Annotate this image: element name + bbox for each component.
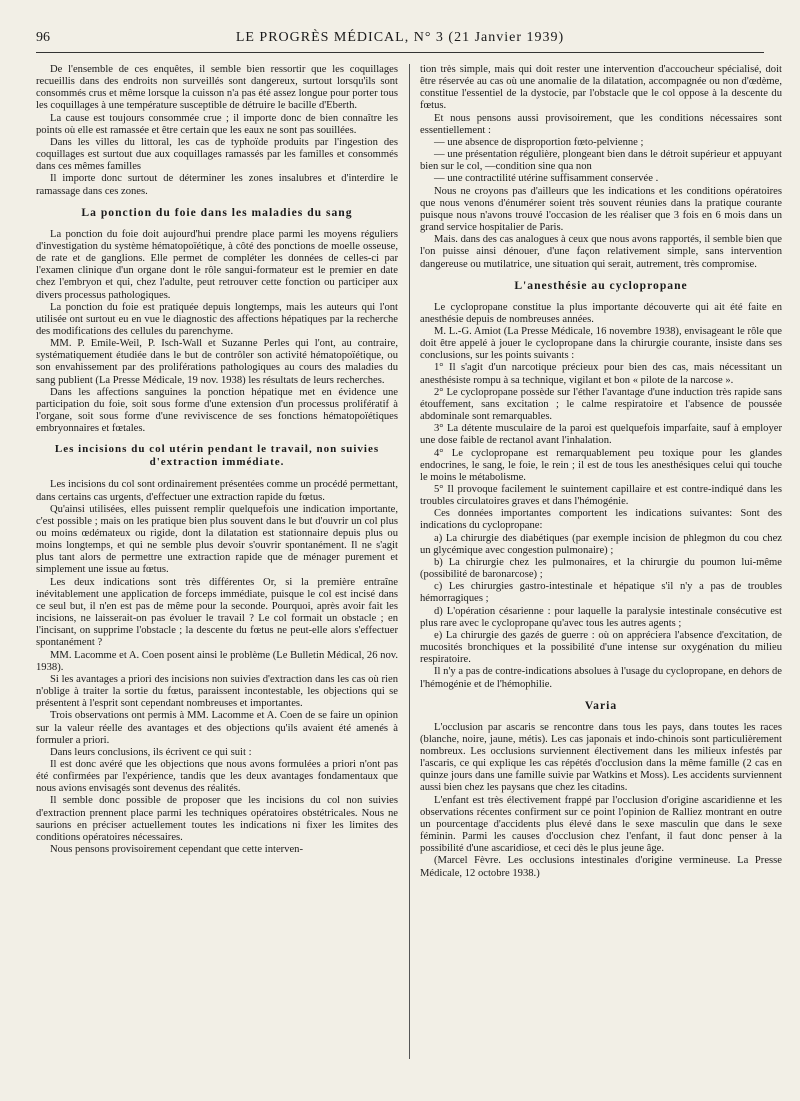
list-item: 5° Il provoque facilement le suintement capillaire et est contre-indiqué dans les troubles circulatoires graves et dans l'hémogénie. [420,484,782,508]
paragraph: Et nous pensons aussi provisoirement, que les conditions nécessaires sont essentiellement : [420,112,782,136]
paragraph: Les deux indications sont très différentes Or, si la première entraîne inévitablement une application de forceps immédiate, puisque le col est incisé dans ce seul but, il n'en est pas de même pour la seconde. Pourquoi, après avoir fait les incisions, ne laisserait-on pas évoluer le travail ? Le col formait un obstacle ; en l'incisant, on supprime l'obstacle ; la descente du fœtus ne peut-elle alors s'effectuer spontanément ? [36,576,398,649]
paragraph: L'occlusion par ascaris se rencontre dans tous les pays, dans toutes les races (blanche, noire, jaune, métis). Les cas japonais et indo-chinois sont particulièrement nombreux. Les occlusions surviennent électivement dans les milieux infestés par l'ascaris, ce qui explique les cas répétés d'occlusion dans la même famille (2 cas en quinze jours dans une famille suivie par Watkins et Moss). Les accidents surviennent aussi bien chez les paysans que chez les citadins. [420,721,782,794]
list-item: c) Les chirurgies gastro-intestinale et hépatique s'il n'y a pas de troubles hémorragiques ; [420,581,782,605]
left-column [36,64,398,1094]
list-item: 4° Le cyclopropane est remarquablement peu toxique pour les glandes endocrines, le sang, le foie, le rein ; il est de tous les anesthésiques celui qui touche le moins le métabolisme. [420,447,782,483]
paragraph: Ces données importantes comportent les indications suivantes: Sont des indications du cyclopropane: [420,508,782,532]
paragraph: Dans les affections sanguines la ponction hépatique met en évidence une participation du foie, soit sous forme d'une extension d'un processus prolifératif à l'organe, soit sous forme d'une reviviscence de ses fonctions hématopoïétiques embryonnaires et fœtales. [36,386,398,435]
journal-title: LE PROGRÈS MÉDICAL, N° 3 (21 Janvier 1939) [235,30,565,45]
paragraph: M. L.-G. Amiot (La Presse Médicale, 16 novembre 1938), envisageant le rôle que doit être appelé à jouer le cyclopropane dans la chirurgie courante, insiste dans ses conclusions, sur les points suivants : [420,325,782,362]
list-item: 1° Il s'agit d'un narcotique précieux pour bien des cas, mais nécessitant un anesthésiste rompu à sa technique, vigilant et bon « pilote de la narcose ». [420,362,782,386]
paragraph: Il est donc avéré que les objections que nous avons formulées a priori n'ont pas été confirmées par l'expérience, tandis que les deux avantages fondamentaux que nous avions envisagés sont devenus des réalités. [36,758,398,795]
paragraph: Nous pensons provisoirement cependant que cette interven- [50,844,303,856]
section-heading: La ponction du foie dans les maladies du sang [81,205,353,219]
paragraph: Le cyclopropane constitue la plus importante découverte qui ait été faite en anesthésie depuis de nombreuses années. [420,301,782,325]
paragraph: La cause est toujours consommée crue ; il importe donc de bien connaître les points où elle est ramassée et être certain que les eaux ne sont pas souillées. [36,112,398,136]
paragraph: De l'ensemble de ces enquêtes, il semble bien ressortir que les coquillages recueillis dans des endroits non surveillés sont dangereux, surtout lorsqu'ils sont consommés crus et même lorsque la cuisson n'a pas été assez longue pour porter tous les coquillages à une température susceptible de détruire le bacille d'Eberth. [36,64,398,112]
paragraph: Si les avantages a priori des incisions non suivies d'extraction dans les cas où rien n'oblige à traiter la sortie du fœtus, paraissent incontestable, les objections qui se présentent à l'esprit sont cependant nombreuses et importantes. [36,673,398,710]
section-heading: Varia [584,698,618,712]
paragraph: MM. Lacomme et A. Coen posent ainsi le problème (Le Bulletin Médical, 26 nov. 1938). [36,649,398,673]
column-divider [409,64,410,1059]
list-item: — une présentation régulière, plongeant bien dans le détroit supérieur et appuyant bien sur le col, —condition sine qua non [420,149,782,173]
paragraph: Les incisions du col sont ordinairement présentées comme un procédé permettant, dans certains cas urgents, d'effectuer une extraction rapide du fœtus. [36,479,398,503]
citation: (Marcel Fèvre. Les occlusions intestinales d'origine vermineuse. La Presse Médicale, 12 octobre 1938.) [420,855,782,879]
paragraph: MM. P. Emile-Weil, P. Isch-Wall et Suzanne Perles qui l'ont, au contraire, systématiquement étudiée dans le but de contrôler son activité hématopoïétique, ou son envahissement par des proliférations pathologiques au cours des maladies du sang publient (La Presse Médicale, 19 nov. 1938) les résultats de leurs recherches. [36,338,398,386]
paragraph: Mais. dans des cas analogues à ceux que nous avons rapportés, il semble bien que l'on puisse ainsi dénouer, d'une façon relativement simple, sans intervention dangereuse ou mutilatrice, une situation qui serait, autrement, très compromise. [420,234,782,270]
list-item: d) L'opération césarienne : pour laquelle la paralysie intestinale consécutive est plus rare avec le cyclopropane qu'avec tous les autres agents ; [420,605,782,629]
paragraph: Dans leurs conclusions, ils écrivent ce qui suit : [50,746,252,758]
paragraph: Trois observations ont permis à MM. Lacomme et A. Coen de se faire un opinion sur la valeur réelle des avantages et des objections qu'ils avaient été amenés à formuler a priori. [36,710,398,746]
paragraph: La ponction du foie doit aujourd'hui prendre place parmi les moyens réguliers d'investigation du système hématopoïétique, à côté des ponctions de moelle osseuse, de rate et de ganglions. Elle permet de compléter les données de celles-ci par l'examen clinique d'un organe dont le rôle sangui-formateur est le premier en date chez l'embryon et qui, chez l'adulte, peut retrouver cette fonction ou participer aux divers processus pathologiques. [36,228,398,301]
paragraph: Dans les villes du littoral, les cas de typhoïde produits par l'ingestion des coquillages est surtout due aux coquillages ramassés par les familles et consommés dans ces mêmes familles [36,136,398,173]
list-item: — une contractilité utérine suffisamment conservée . [434,173,659,185]
paragraph: La ponction du foie est pratiquée depuis longtemps, mais les auteurs qui l'ont utilisée ont surtout eu en vue le diagnostic des affections hépatiques par la recherche des modifications des cellules du parenchyme. [36,301,398,337]
right-column [420,64,782,1094]
section-heading: L'anesthésie au cyclopropane [514,278,688,292]
list-item: b) La chirurgie chez les pulmonaires, et la chirurgie du poumon lui-même (possibilité de baronarcose) ; [420,556,782,581]
list-item: — une absence de disproportion fœto-pelvienne ; [434,136,644,148]
list-item: 2° Le cyclopropane possède sur l'éther l'avantage d'une induction très rapide sans étouffement, sans excitation ; le calme respiratoire et l'absence de poussée abdominale sont remarquables. [420,386,782,423]
paragraph: L'enfant est très électivement frappé par l'occlusion d'origine ascaridienne et les observations récentes confirment sur ce point l'opinion de Ralliez montrant en outre un pourcentage d'accidents plus élevé dans le sexe masculin que dans le sexe féminin. Parmi les causes d'occlusion chez l'enfant, il faut donc penser à la possibilité d'une ascaridiose, et ceci dès le plus jeune âge. [420,794,782,855]
section-heading: Les incisions du col utérin pendant le travail, non suivies d'extraction immédiate. [54,443,380,469]
paragraph: Il n'y a pas de contre-indications absolues à l'usage du cyclopropane, en dehors de l'hémogénie et de l'hémophilie. [420,666,782,690]
paragraph: Qu'ainsi utilisées, elles puissent remplir quelquefois une indication importante, c'est possible ; mais on les pratique bien plus souvent dans le but d'ouvrir un col plus ou moins œdémateux ou rigide, dont la dilatation est stationnaire depuis plus ou moins longtemps, et qui ne semble plus devoir s'ouvrir spontanément. Il ne s'agit plus tant alors de permettre une extraction rapide que de ménager purement et simplement une issue au fœtus. [36,503,398,576]
paragraph: Nous ne croyons pas d'ailleurs que les indications et les conditions opératoires que nous venons d'énumérer soient très souvent réunies dans la pratique courante puisque nous n'avons trouvé l'occasion de les réaliser que 3 fois en 6 mois dans un grand service hospitalier de Paris. [420,185,782,234]
list-item: e) La chirurgie des gazés de guerre : où on appréciera l'absence d'excitation, de mucosités bronchiques et la possibilité d'une intense sur oxygénation du milieu respiratoire. [420,629,782,666]
page-number: 96 [36,30,50,45]
list-item: a) La chirurgie des diabétiques (par exemple incision de phlegmon du cou chez un glycémique avec congestion pulmonaire) ; [420,532,782,556]
page-header [36,30,764,53]
paragraph: tion très simple, mais qui doit rester une intervention d'accoucheur spécialisé, doit être réservée au cas où une anomalie de la dilatation, accompagnée ou non d'œdème, constitue l'essentiel de la dystocie, par l'obstacle que le col oppose à la descente du fœtus. [420,64,782,112]
paragraph: Il semble donc possible de proposer que les incisions du col non suivies d'extraction prennent place parmi les techniques opératoires obstétricales. Nous ne saurions en préciser actuellement toutes les indications ni fixer les limites des conditions opératoires nécessaires. [36,795,398,843]
paragraph: Il importe donc surtout de déterminer les zones insalubres et d'interdire le ramassage dans ces zones. [36,173,398,197]
list-item: 3° La détente musculaire de la paroi est quelquefois imparfaite, sauf à employer une dose faible de rectanol avant l'inhalation. [420,423,782,447]
